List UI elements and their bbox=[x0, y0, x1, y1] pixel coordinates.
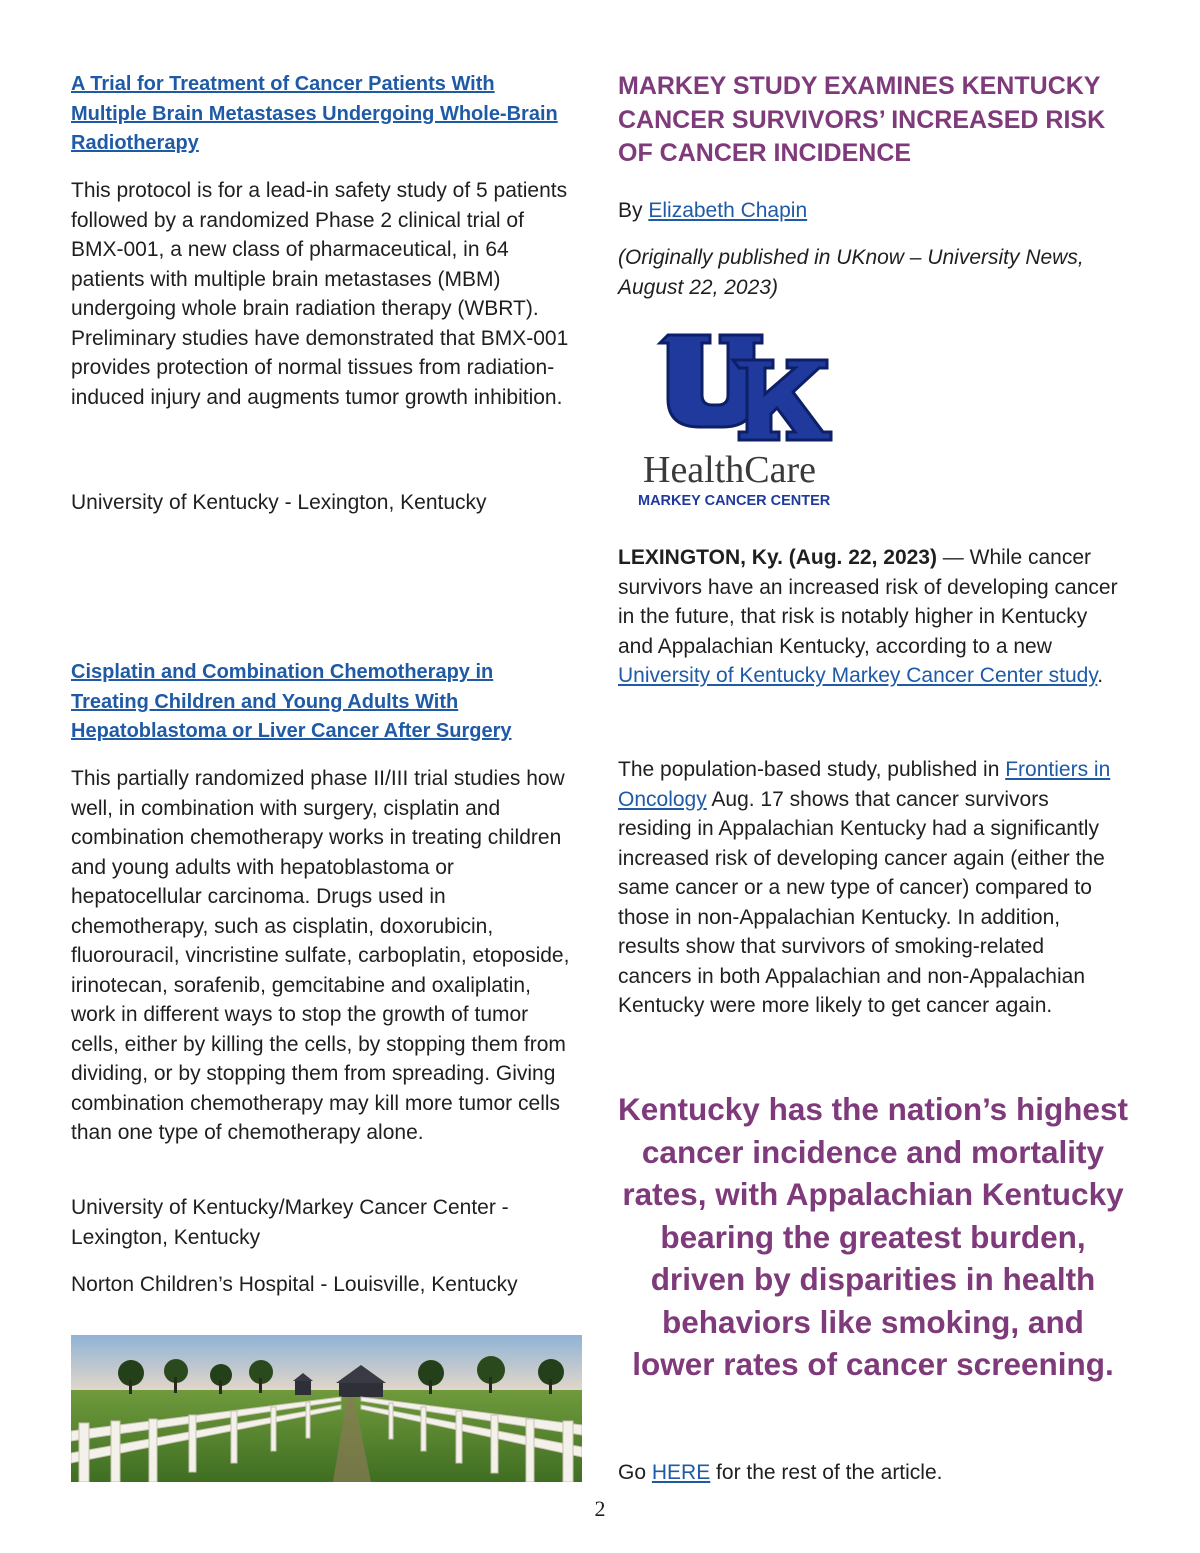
para2-start: The population-based study, published in bbox=[618, 758, 1006, 781]
trial-2-location-1: University of Kentucky/Markey Cancer Center - Lexington, Kentucky bbox=[71, 1196, 509, 1249]
trial-2-title-link[interactable]: Cisplatin and Combination Chemotherapy in Treating Children and Young Adults With Hepatoblastoma or Liver Cancer After Surgery bbox=[71, 661, 512, 742]
farm-photo-illustration bbox=[71, 1335, 582, 1482]
logo-subtitle: MARKEY CANCER CENTER bbox=[638, 493, 831, 509]
para2-text: Aug. 17 shows that cancer survivors residing in Appalachian Kentucky had a significantly increased risk of developing cancer again (either the same cancer or a new type of cancer) compared to those in non-Appalachian Kentucky. In addition, results show that survivors of smoking-related cancers in both Appalachian and non-Appalachian Kentucky were more likely to get cancer again. bbox=[618, 787, 1105, 1017]
uk-healthcare-logo bbox=[638, 330, 868, 510]
uk-logo-graphic bbox=[638, 330, 868, 510]
trial-1-location: University of Kentucky - Lexington, Kentucky bbox=[71, 491, 487, 514]
para1-end: . bbox=[1097, 664, 1104, 687]
article-headline: MARKEY STUDY EXAMINES KENTUCKY CANCER SURVIVORS’ INCREASED RISK OF CANCER INCIDENCE bbox=[618, 72, 1106, 167]
page-number: 2 bbox=[594, 1496, 606, 1521]
original-publication-note: (Originally published in UKnow – University News, August 22, 2023) bbox=[618, 246, 1084, 299]
journal-link[interactable]: Frontiers in Oncology bbox=[618, 758, 1111, 811]
article-paragraph-2 bbox=[618, 755, 1123, 1021]
byline-prefix: By bbox=[618, 199, 643, 222]
study-link[interactable]: University of Kentucky Markey Cancer Center study bbox=[618, 664, 1098, 687]
author-link[interactable]: Elizabeth Chapin bbox=[648, 199, 808, 222]
trial-1-title-link[interactable]: A Trial for Treatment of Cancer Patients With Multiple Brain Metastases Undergoing Whole-Brain Radiotherapy bbox=[71, 73, 558, 154]
go-suffix: for the rest of the article. bbox=[710, 1461, 943, 1484]
here-link[interactable]: HERE bbox=[651, 1461, 711, 1484]
para1-text: — While cancer survivors have an increased risk of developing cancer in the future, that risk is notably higher in Kentucky and Appalachian Kentucky, according to a new bbox=[618, 546, 1118, 658]
go-prefix: Go bbox=[618, 1461, 652, 1484]
pull-quote: Kentucky has the nation’s highest cancer incidence and mortality rates, with Appalachian Kentucky bearing the greatest burden, driven by disparities in health behaviors like smoking, and lower rates of cancer screening. bbox=[618, 1091, 1128, 1382]
byline bbox=[618, 196, 1123, 226]
trial-2-description: This partially randomized phase II/III trial studies how well, in combination with surgery, cisplatin and combination chemotherapy works in treating children and young adults with hepatoblastoma or hepatocellular carcinoma. Drugs used in chemotherapy, such as cisplatin, doxorubicin, fluorouracil, vincristine sulfate, carboplatin, etoposide, irinotecan, sorafenib, gemcitabine and oxaliplatin, work in different ways to stop the growth of tumor cells, either by killing the cells, by stopping them from dividing, or by stopping them from spreading. Giving combination chemotherapy may kill more tumor cells than one type of chemotherapy alone. bbox=[71, 767, 570, 1144]
logo-name: HealthCare bbox=[643, 449, 817, 491]
dateline: LEXINGTON, Ky. (Aug. 22, 2023) bbox=[618, 546, 937, 569]
kentucky-farm-photo bbox=[71, 1335, 582, 1482]
trial-2-location-2: Norton Children’s Hospital - Louisville, Kentucky bbox=[71, 1273, 518, 1296]
article-paragraph-1 bbox=[618, 543, 1118, 691]
trial-1-description: This protocol is for a lead-in safety study of 5 patients followed by a randomized Phase 2 clinical trial of BMX-001, a new class of pharmaceutical, in 64 patients with multiple brain metastases (MBM) undergoing whole brain radiation therapy (WBRT). Preliminary studies have demonstrated that BMX-001 provides protection of normal tissues from radiation-induced injury and augments tumor growth inhibition. bbox=[71, 179, 569, 409]
read-more-line bbox=[618, 1458, 1123, 1488]
